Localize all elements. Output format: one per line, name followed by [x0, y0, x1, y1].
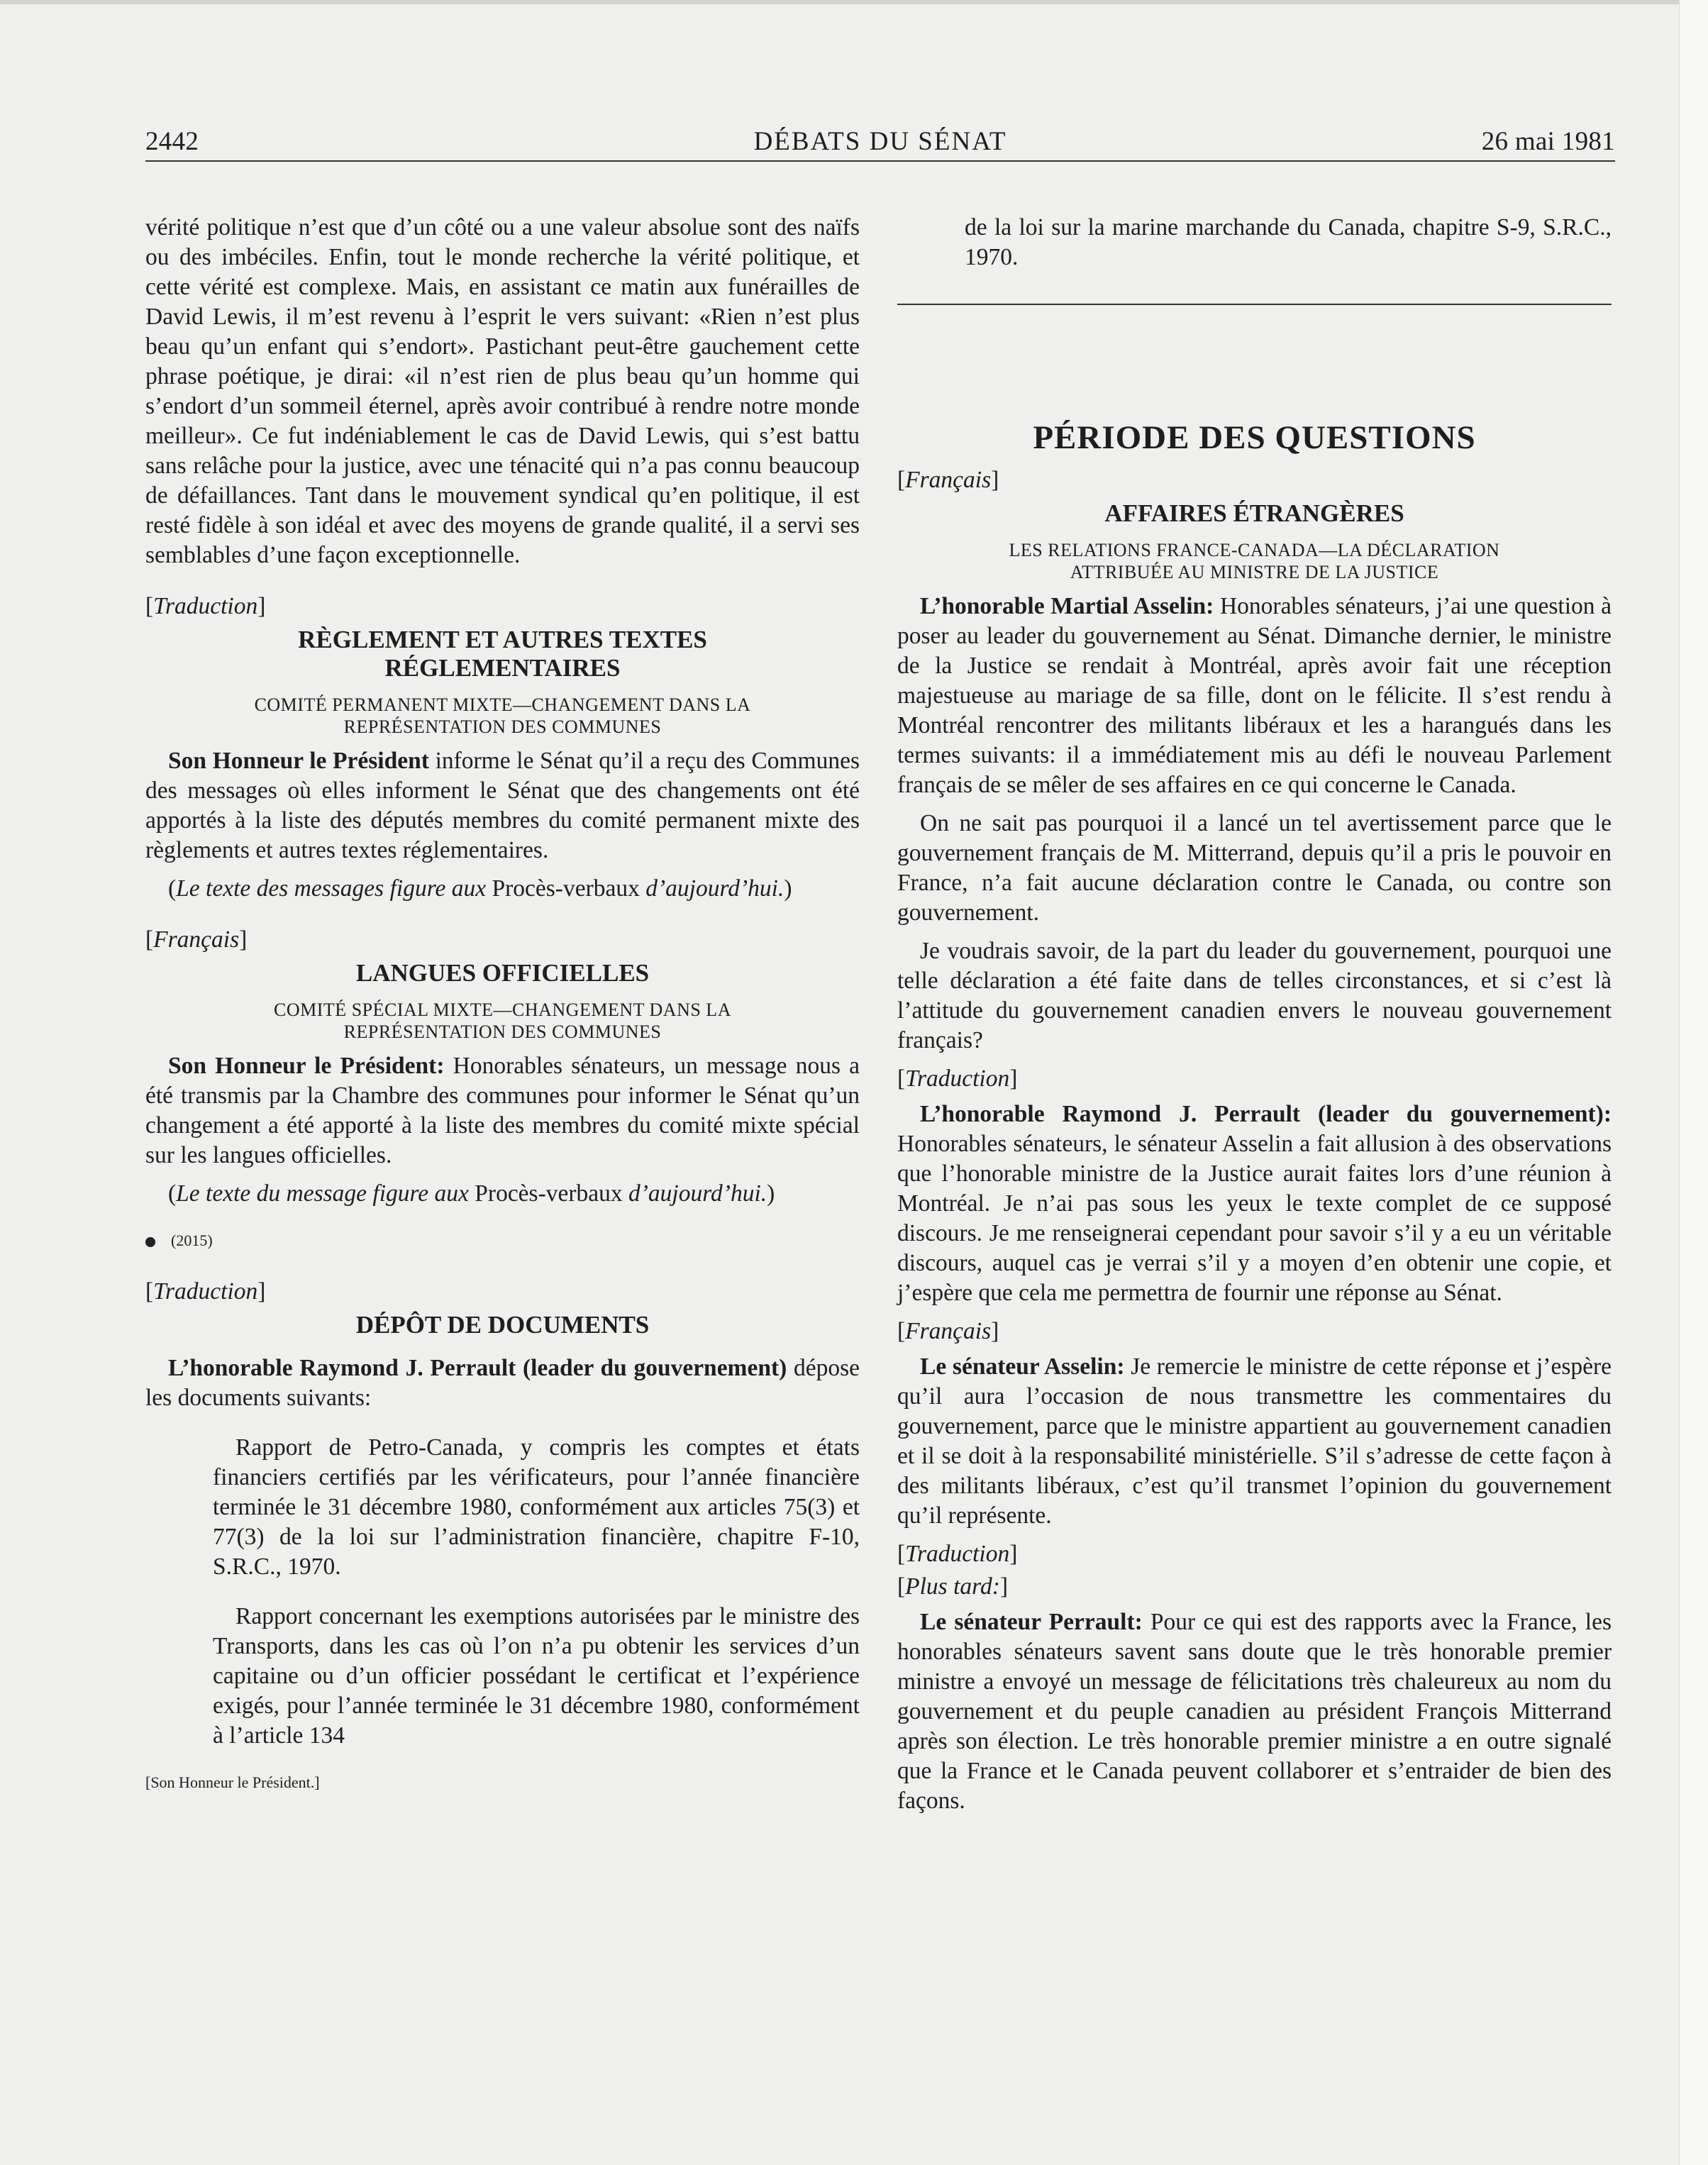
language-tag: [Traduction]	[145, 593, 266, 619]
journal-title: DÉBATS DU SÉNAT	[753, 127, 1007, 156]
subheading-comite-permanent: COMITÉ PERMANENT MIXTE—CHANGEMENT DANS LA REPRÉSENTATION DES COMMUNES	[254, 694, 751, 737]
paragraph-perrault-later: Le sénateur Perrault: Pour ce qui est des rapports avec la France, les honorables sénateurs savent sans doute que le très honorable premier ministre a envoyé un message de félicitations très chaleureux au nom du gouvernement et du peuple canadien au président François Mitterrand après son élection. Le très honorable premier ministre a en outre signalé que la France et le Canada peuvent collaborer et s’entraider de bien des façons.	[897, 1609, 1612, 1814]
speaker-name: Son Honneur le Président:	[168, 1053, 445, 1079]
language-tag: [Traduction]	[897, 1065, 1018, 1092]
paragraph-documents-tabled: L’honorable Raymond J. Perrault (leader du gouvernement) dépose les documents suivants:	[145, 1355, 860, 1411]
document-item-exemptions: Rapport concernant les exemptions autorisées par le ministre des Transports, dans les cas où l’on n’a pu obtenir les services d’un capitaine ou d’un officier possédant le certificat et l’expérience exigés, pour l’année terminée le 31 décembre 1980, conformément à l’article 134	[213, 1603, 860, 1749]
paragraph-continued: vérité politique n’est que d’un côté ou a une valeur absolue sont des naïfs ou des imbéciles. Enfin, tout le monde recherche la vérité politique, et cette vérité est complexe. Mais, en assistant ce matin aux funérailles de David Lewis, il m’est revenu à l’esprit le vers suivant: «Rien n’est plus beau qu’un enfant qui s’endort». Pastichant peut-être gauchement cette phrase poétique, je dirai: «il n’est rien de plus beau qu’un homme qui s’endort d’un sommeil éternel, après avoir contribué à rendre notre monde meilleur». Ce fut indéniablement le cas de David Lewis, qui s’est battu sans relâche pour la justice, avec une ténacité qui n’a pas connu beaucoup de défaillances. Tant dans le mouvement syndical qu’en politique, il est resté fidèle à son idéal et avec des moyens de grande qualité, il a servi ses semblables d’une façon exceptionnelle.	[145, 214, 860, 568]
speaker-name: L’honorable Raymond J. Perrault (leader du gouvernement)	[168, 1355, 787, 1381]
scan-edge-top	[0, 0, 1708, 4]
speaker-name: Le sénateur Perrault:	[920, 1609, 1143, 1635]
paragraph-procedural-note: (Le texte du message figure aux Procès-verbaux d’aujourd’hui.)	[168, 1180, 775, 1207]
speaker-name: Son Honneur le Président	[168, 748, 429, 774]
left-column	[145, 213, 860, 1798]
section-heading-affaires-etrangeres: AFFAIRES ÉTRANGÈRES	[1104, 499, 1404, 527]
subheading-comite-special: COMITÉ SPÉCIAL MIXTE—CHANGEMENT DANS LA REPRÉSENTATION DES COMMUNES	[274, 1000, 731, 1042]
section-separator	[897, 304, 1612, 305]
language-tag: [Français]	[897, 1318, 999, 1344]
right-column	[897, 213, 1612, 1816]
paragraph-procedural-note: (Le texte des messages figure aux Procès-verbaux d’aujourd’hui.)	[168, 875, 792, 902]
timing-tag: [Plus tard:]	[897, 1573, 1009, 1600]
speaker-name: Le sénateur Asselin:	[920, 1353, 1125, 1380]
paragraph-asselin-reply: Le sénateur Asselin: Je remercie le ministre de cette réponse et j’espère qu’il aura l’occasion de nous transmettre les commentaires du gouvernement, parce que le ministre appartient au gouvernement canadien et il se doit à la responsabilité ministérielle. S’il s’adresse de cette façon à des militants libéraux, c’est qu’il transmet l’opinion du gouvernement qu’il représente.	[897, 1353, 1612, 1529]
page-header	[145, 126, 1615, 160]
paragraph-perrault-answer: L’honorable Raymond J. Perrault (leader du gouvernement): Honorables sénateurs, le sénateur Asselin a fait allusion à des observations que l’honorable ministre de la Justice aurait faites lors d’une réunion à Montréal. Je n’ai pas sous les yeux le texte complet de ce supposé discours. Je me renseignerai cependant pour savoir s’il y a eu un véritable discours, auquel cas je verrai s’il y a moyen d’en obtenir une copie, et j’espère que cela me permettra de fournir une réponse au Sénat.	[897, 1101, 1612, 1306]
language-tag: [Français]	[145, 926, 248, 953]
bullet-dot-icon	[145, 1237, 155, 1247]
section-heading-depot: DÉPÔT DE DOCUMENTS	[355, 1311, 650, 1339]
language-tag: [Français]	[897, 467, 999, 493]
section-heading-langues: LANGUES OFFICIELLES	[355, 959, 650, 987]
paragraph-president-message: Son Honneur le Président informe le Sénat qu’il a reçu des Communes des messages où elles informent le Sénat que des changements ont été apportés à la liste des députés membres du comité permanent mixte des règlements et autres textes réglementaires.	[145, 748, 860, 863]
speaker-name: L’honorable Martial Asselin:	[920, 593, 1214, 619]
speaker-name: L’honorable Raymond J. Perrault (leader du gouvernement):	[920, 1101, 1612, 1127]
paragraph-asselin-cont-2: Je voudrais savoir, de la part du leader du gouvernement, pourquoi une telle déclaration a été faite dans de telles circonstances, et si c’est là l’attitude du gouvernement canadien envers le nouveau gouvernement français?	[897, 938, 1612, 1053]
paragraph-asselin-question: L’honorable Martial Asselin: Honorables sénateurs, j’ai une question à poser au leader du gouvernement au Sénat. Dimanche dernier, le ministre de la Justice se rendait à Montréal, après avoir fait une réception majestueuse au mariage de sa fille, dont on le félicite. Il s’est rendu à Montréal rencontrer des militants libéraux et les a harangués dans les termes suivants: il a immédiatement mis au défi le nouveau Parlement français de se mêler de ses affaires en ce qui concerne le Canada.	[897, 593, 1612, 798]
language-tag: [Traduction]	[897, 1541, 1018, 1567]
section-heading-periode-questions: PÉRIODE DES QUESTIONS	[1033, 419, 1476, 456]
paragraph-asselin-cont-1: On ne sait pas pourquoi il a lancé un tel avertissement parce que le gouvernement français de M. Mitterrand, depuis qu’il a pris le pouvoir en France, n’a fait aucune déclaration contre le Canada, ou contre son gouvernement.	[897, 810, 1612, 926]
page-date: 26 mai 1981	[1481, 127, 1615, 156]
section-heading-reglement: RÈGLEMENT ET AUTRES TEXTES RÉGLEMENTAIRES	[298, 626, 707, 682]
paragraph-president-statement: Son Honneur le Président: Honorables sénateurs, un message nous a été transmis par la Chambre des communes pour informer le Sénat qu’un changement a été apporté à la liste des membres du comité mixte spécial sur les langues officielles.	[145, 1053, 860, 1168]
language-tag: [Traduction]	[145, 1278, 266, 1305]
header-rule	[145, 160, 1615, 162]
subheading-relations-france-canada: LES RELATIONS FRANCE-CANADA—LA DÉCLARATION ATTRIBUÉE AU MINISTRE DE LA JUSTICE	[1009, 540, 1500, 582]
scan-edge-right	[1679, 0, 1708, 2165]
time-marker: (2015)	[145, 1226, 860, 1256]
footnote-speaker: [Son Honneur le Président.]	[145, 1773, 320, 1791]
document-item-continued: de la loi sur la marine marchande du Canada, chapitre S-9, S.R.C., 1970.	[965, 214, 1612, 270]
page-number: 2442	[145, 127, 199, 156]
document-item-petro-canada: Rapport de Petro-Canada, y compris les comptes et états financiers certifiés par les vérificateurs, pour l’année financière terminée le 31 décembre 1980, conformément aux articles 75(3) et 77(3) de la loi sur l’administration financière, chapitre F-10, S.R.C., 1970.	[213, 1434, 860, 1580]
